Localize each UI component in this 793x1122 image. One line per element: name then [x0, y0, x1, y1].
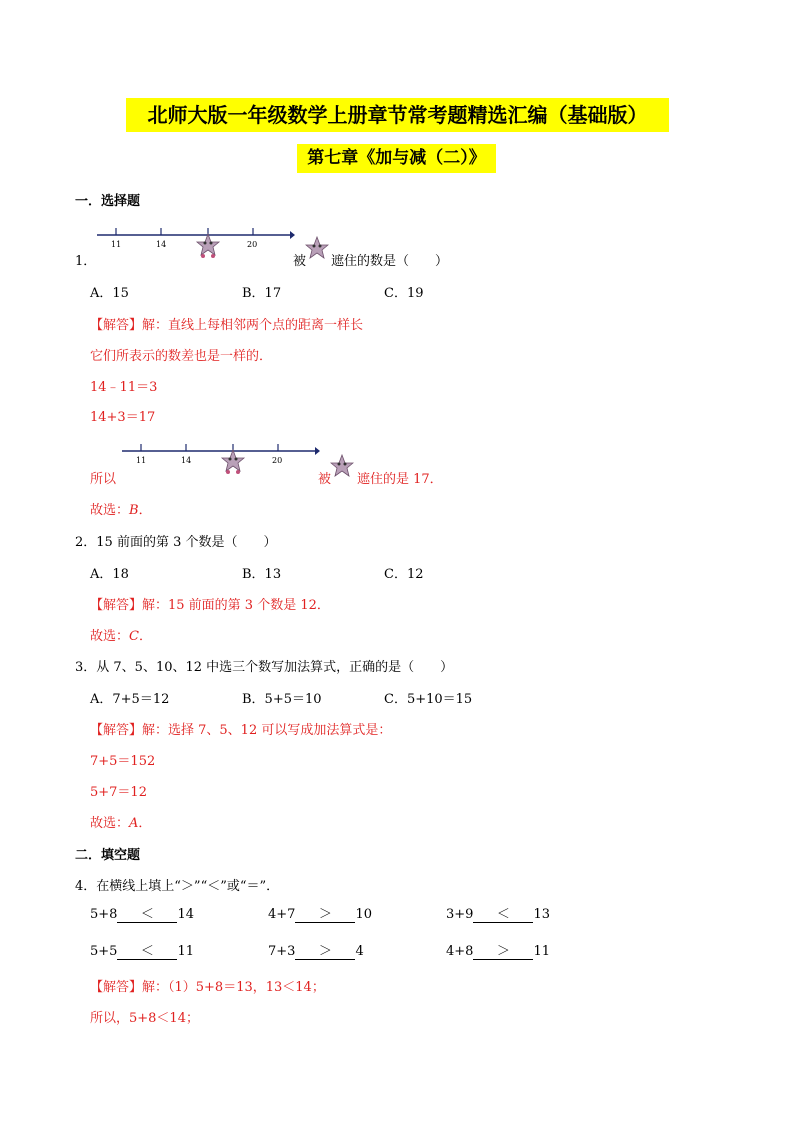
number-line-icon — [120, 438, 320, 478]
q4-value: 14 — [177, 907, 194, 922]
q2-option-b: B．13 — [242, 567, 282, 582]
choice-dot: ． — [138, 629, 152, 644]
axis-label: 20 — [247, 240, 258, 249]
q3-option-a: A．7+5＝12 — [90, 692, 170, 707]
q4-expr: 7+3 — [268, 944, 296, 959]
choice-dot: ． — [138, 816, 152, 831]
q3-answer-line: 【解答】解：选择 7、5、12 可以写成加法算式是： — [90, 723, 392, 738]
section-fill-heading: 二．填空题 — [75, 848, 141, 863]
q4-blank: ＞ — [295, 944, 355, 960]
q3-answer-line: 7+5＝152 — [90, 754, 156, 769]
q2-answer: 【解答】解：15 前面的第 3 个数是 12． — [90, 598, 330, 613]
axis-label: 11 — [136, 456, 147, 465]
star-character-icon — [305, 236, 329, 262]
q4-stem: 4．在横线上填上“＞”“＜”或“＝”． — [75, 879, 280, 894]
q4-blank: ＜ — [117, 907, 177, 923]
axis-label: 11 — [111, 240, 122, 249]
q4-blank: ＞ — [295, 907, 355, 923]
axis-label: 14 — [156, 240, 167, 249]
q4-blank: ＜ — [473, 907, 533, 923]
q1-answer-line: 【解答】解：直线上每相邻两个点的距离一样长 — [90, 318, 364, 333]
q1-choice — [90, 499, 152, 518]
q1-question-text: 遮住的数是（ ） — [331, 254, 449, 269]
q4-item — [90, 907, 194, 923]
q1-answer-bei: 被 — [318, 472, 332, 487]
q4-expr: 3+9 — [446, 907, 474, 922]
q4-value: 4 — [355, 944, 364, 959]
q4-value: 11 — [177, 944, 194, 959]
q1-answer-prefix: 所以 — [90, 472, 117, 487]
section-choice-heading: 一．选择题 — [75, 194, 141, 209]
q1-answer-suffix: 遮住的是 17． — [357, 472, 443, 487]
q4-expr: 5+5 — [90, 944, 118, 959]
axis-label: 20 — [272, 456, 283, 465]
q1-option-b: B．17 — [242, 286, 282, 301]
q3-choice — [90, 812, 151, 831]
q4-answer-line: 【解答】解：（1）5+8＝13，13＜14； — [90, 980, 325, 995]
q4-value: 11 — [533, 944, 550, 959]
q1-number: 1． — [75, 254, 97, 269]
star-character-icon — [222, 450, 244, 474]
q1-option-c: C．19 — [384, 286, 424, 301]
q4-value: 13 — [533, 907, 550, 922]
q4-answer-line: 所以，5+8＜14； — [90, 1011, 199, 1026]
q4-item — [446, 907, 550, 923]
choice-dot: ． — [138, 503, 152, 518]
q1-text-bei: 被 — [293, 254, 307, 269]
q3-stem: 3．从 7、5、10、12 中选三个数写加法算式，正确的是（ ） — [75, 660, 454, 675]
q1-answer-line: 14+3＝17 — [90, 410, 156, 425]
q4-value: 10 — [355, 907, 372, 922]
q1-answer-line: 14﹣11＝3 — [90, 380, 158, 395]
q2-option-a: A．18 — [90, 567, 129, 582]
number-line-icon — [95, 222, 295, 262]
choice-letter: B — [129, 503, 139, 518]
q4-expr: 4+8 — [446, 944, 474, 959]
choice-letter: A — [129, 816, 139, 831]
star-character-icon — [197, 234, 219, 258]
choice-letter: C — [129, 629, 139, 644]
q2-choice — [90, 625, 152, 644]
q3-option-c: C．5+10＝15 — [384, 692, 473, 707]
choice-prefix: 故选： — [90, 629, 130, 644]
q4-item — [90, 944, 194, 960]
q4-blank: ＞ — [473, 944, 533, 960]
page-title: 北师大版一年级数学上册章节常考题精选汇编（基础版） — [126, 98, 669, 132]
choice-prefix: 故选： — [90, 816, 130, 831]
q4-item — [446, 944, 550, 960]
q2-stem: 2．15 前面的第 3 个数是（ ） — [75, 535, 277, 550]
choice-prefix: 故选： — [90, 503, 130, 518]
q4-blank: ＜ — [117, 944, 177, 960]
q3-answer-line: 5+7＝12 — [90, 785, 147, 800]
axis-label: 14 — [181, 456, 192, 465]
q1-option-a: A．15 — [90, 286, 129, 301]
q4-item — [268, 907, 372, 923]
q1-answer-line: 它们所表示的数差也是一样的． — [90, 349, 273, 364]
q3-option-b: B．5+5＝10 — [242, 692, 322, 707]
q4-expr: 4+7 — [268, 907, 296, 922]
chapter-subtitle: 第七章《加与减（二）》 — [297, 144, 496, 173]
q4-expr: 5+8 — [90, 907, 118, 922]
q4-item — [268, 944, 364, 960]
q2-option-c: C．12 — [384, 567, 424, 582]
star-character-icon — [330, 454, 354, 480]
